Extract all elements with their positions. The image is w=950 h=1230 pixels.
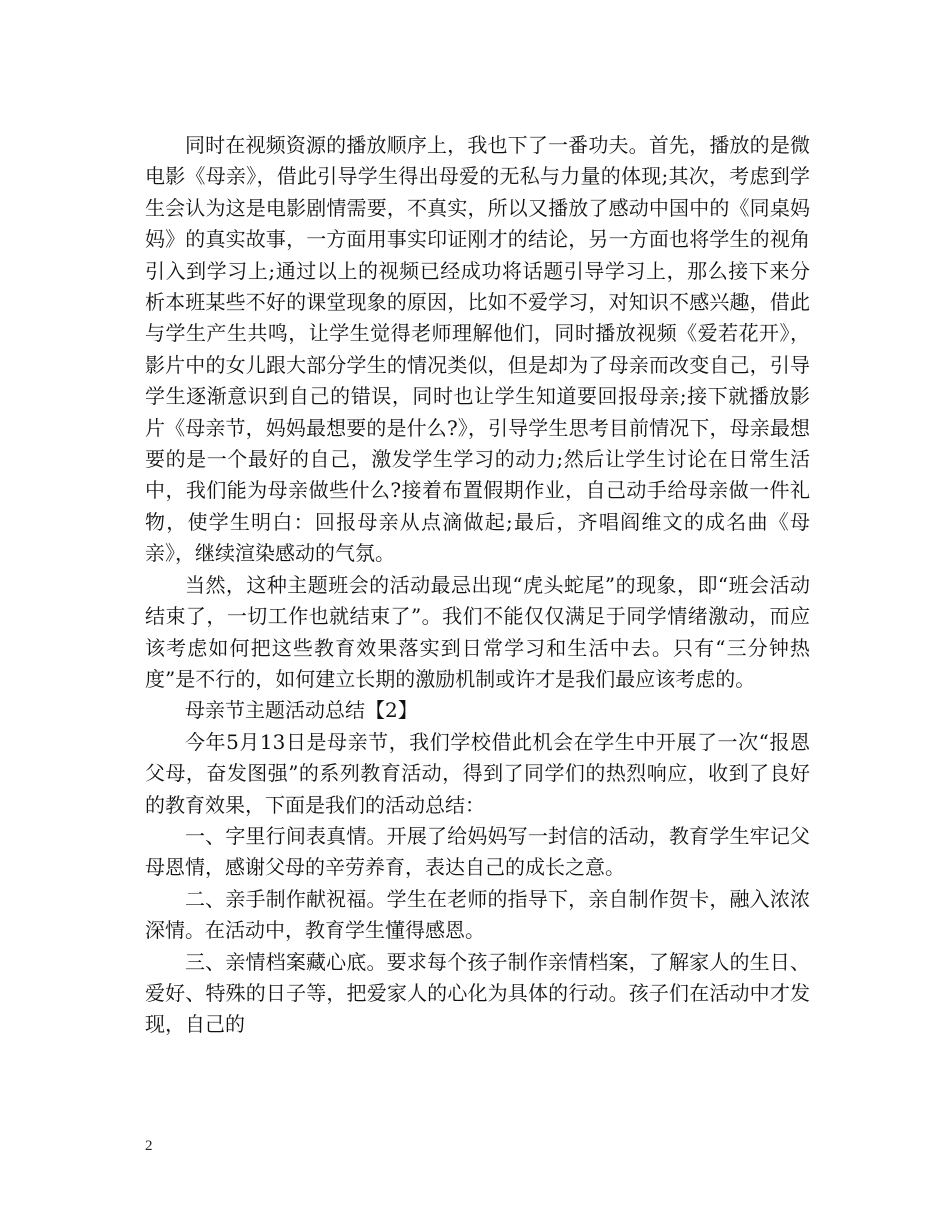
paragraph-avoid-anticlimax: 当然，这种主题班会的活动最忌出现“虎头蛇尾”的现象，即“班会活动结束了，一切工作也就结束了”。我们不能仅仅满足于同学情绪激动，而应该考虑如何把这些教育效果落实到日常学习和生活中去。只有“三分钟热度”是不行的，如何建立长期的激励机制或许才是我们最应该考虑的。: [145, 572, 810, 691]
paragraph-item-2: 二、亲手制作献祝福。学生在老师的指导下，亲自制作贺卡，融入浓浓深情。在活动中，教育学生懂得感恩。: [145, 886, 810, 943]
document-body: [145, 130, 810, 1041]
paragraph-intro: 今年5月13日是母亲节，我们学校借此机会在学生中开展了一次“报恩父母，奋发图强”的系列教育活动，得到了同学们的热烈响应，收到了良好的教育效果，下面是我们的活动总结：: [145, 729, 810, 817]
page-number: 2: [145, 1138, 153, 1154]
paragraph-video-order: 同时在视频资源的播放顺序上，我也下了一番功夫。首先，播放的是微电影《母亲》，借此引导学生得出母爱的无私与力量的体现;其次，考虑到学生会认为这是电影剧情需要，不真实，所以又播放了感动中国中的《同桌妈妈》的真实故事，一方面用事实印证刚才的结论，另一方面也将学生的视角引入到学习上;通过以上的视频已经成功将话题引导学习上，那么接下来分析本班某些不好的课堂现象的原因，比如不爱学习，对知识不感兴趣，借此与学生产生共鸣，让学生觉得老师理解他们，同时播放视频《爱若花开》，影片中的女儿跟大部分学生的情况类似，但是却为了母亲而改变自己，引导学生逐渐意识到自己的错误，同时也让学生知道要回报母亲;接下就播放影片《母亲节，妈妈最想要的是什么?》，引导学生思考目前情况下，母亲最想要的是一个最好的自己，激发学生学习的动力;然后让学生讨论在日常生活中，我们能为母亲做些什么?接着布置假期作业，自己动手给母亲做一件礼物，使学生明白：回报母亲从点滴做起;最后，齐唱阎维文的成名曲《母亲》，继续渲染感动的气氛。: [145, 133, 810, 566]
paragraph-item-3: 三、亲情档案藏心底。要求每个孩子制作亲情档案，了解家人的生日、爱好、特殊的日子等，把爱家人的心化为具体的行动。孩子们在活动中才发现，自己的: [145, 949, 810, 1037]
paragraph-item-1: 一、字里行间表真情。开展了给妈妈写一封信的活动，教育学生牢记父母恩情，感谢父母的辛劳养育，表达自己的成长之意。: [145, 823, 810, 880]
section-heading: 母亲节主题活动总结【2】: [185, 698, 418, 723]
